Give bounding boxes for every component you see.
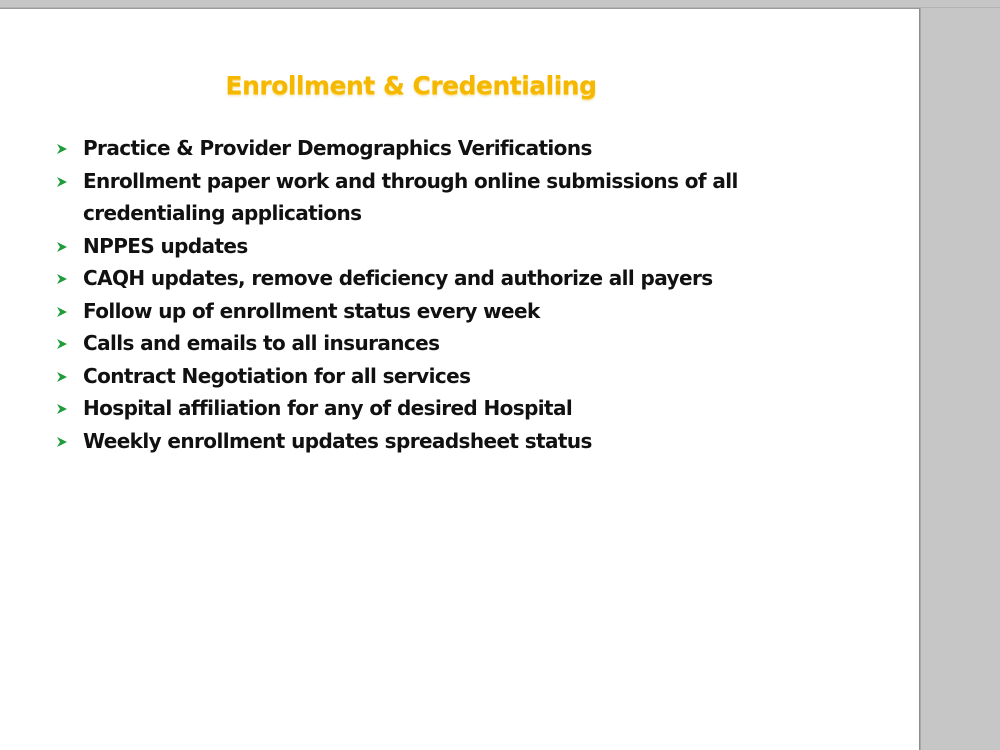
green-arrowhead-icon: [56, 143, 68, 155]
document-page: [0, 8, 920, 750]
list-item: [56, 392, 836, 425]
list-item: [56, 230, 836, 263]
list-item: [56, 132, 836, 165]
list-item-text: Calls and emails to all insurances: [83, 331, 440, 355]
green-arrowhead-icon: [56, 338, 68, 350]
list-item: [56, 262, 836, 295]
green-arrowhead-icon: [56, 371, 68, 383]
window-top-strip: [0, 0, 1000, 8]
list-item: [56, 360, 836, 393]
list-item: [56, 165, 836, 230]
green-arrowhead-icon: [56, 436, 68, 448]
list-item-text: Weekly enrollment updates spreadsheet status: [83, 428, 592, 453]
list-item-text: Practice & Provider Demographics Verifications: [83, 136, 592, 160]
list-item: [56, 425, 836, 458]
list-item-text: Enrollment paper work and through online submissions of all credentialing applications: [83, 168, 738, 225]
green-arrowhead-icon: [56, 241, 68, 253]
list-item: [56, 327, 836, 360]
list-item-text: Contract Negotiation for all services: [83, 363, 471, 388]
list-item-text: NPPES updates: [83, 233, 248, 258]
list-item-text: Hospital affiliation for any of desired Hospital: [83, 396, 573, 420]
bullet-list: [56, 132, 836, 457]
list-item: [56, 295, 836, 328]
page-title: Enrollment & Credentialing: [225, 71, 597, 100]
list-item-text: CAQH updates, remove deficiency and authorize all payers: [83, 266, 713, 290]
green-arrowhead-icon: [56, 273, 68, 285]
green-arrowhead-icon: [56, 176, 68, 188]
list-item-text: Follow up of enrollment status every week: [83, 298, 540, 323]
green-arrowhead-icon: [56, 403, 68, 415]
green-arrowhead-icon: [56, 306, 68, 318]
